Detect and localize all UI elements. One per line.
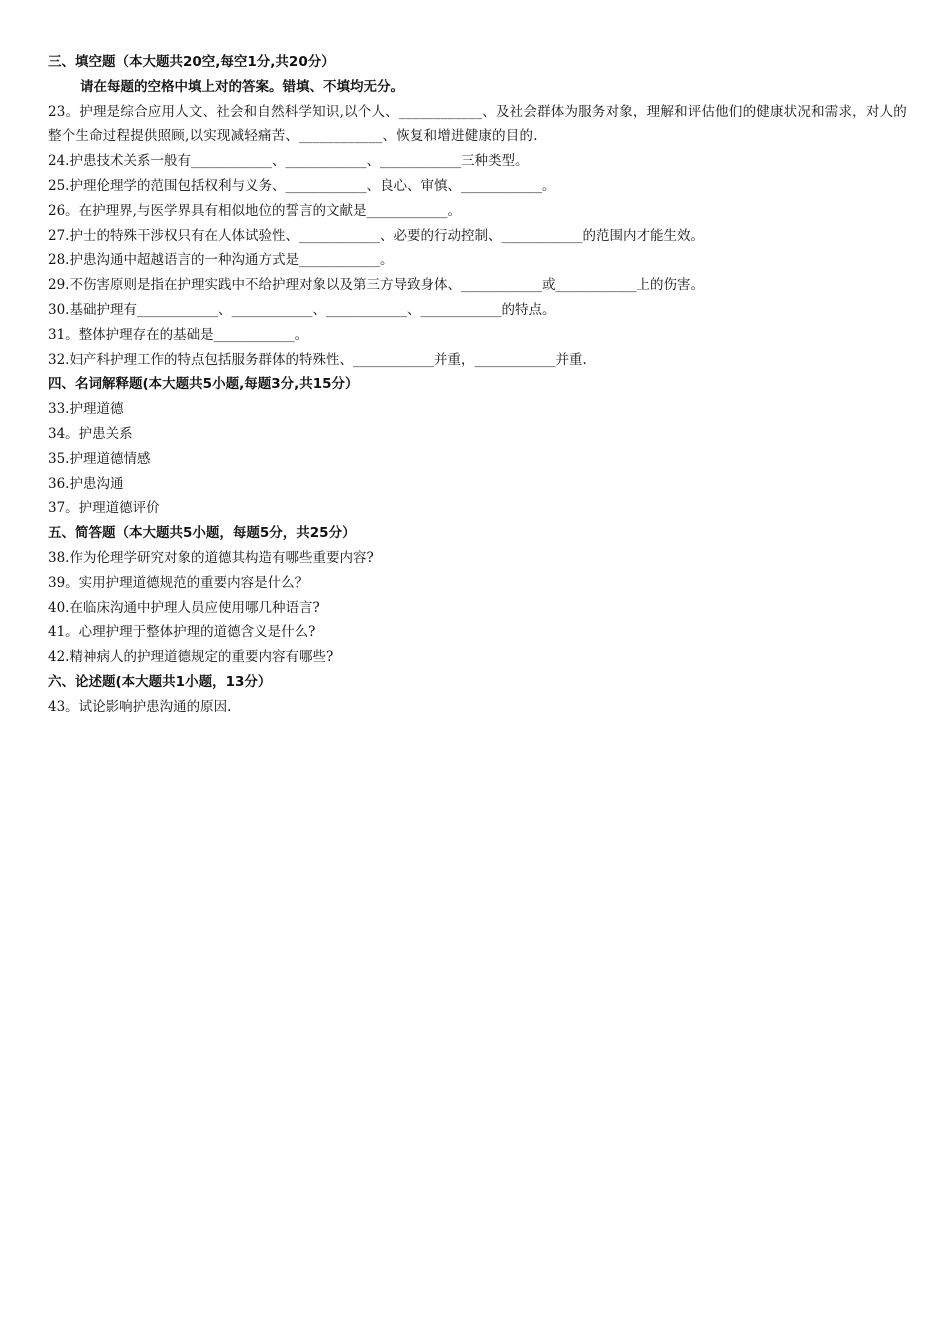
- question-34: 34。护患关系: [48, 425, 133, 442]
- question-35: 35.护理道德情感: [48, 450, 151, 467]
- question-43: 43。试论影响护患沟通的原因.: [48, 698, 232, 715]
- question-36: 36.护患沟通: [48, 475, 124, 492]
- section-heading-essay: 六、论述题(本大题共1小题，13分）: [48, 673, 272, 690]
- question-23: 23。护理是综合应用人文、社会和自然科学知识,以个人、____________、及社会群体为服务对象，理解和评估他们的健康状况和需求，对人的整个生命过程提供照顾,以实现减轻痛苦、____________、恢复和增进健康的目的.: [48, 103, 907, 145]
- question-39: 39。实用护理道德规范的重要内容是什么？: [48, 574, 309, 591]
- question-33: 33.护理道德: [48, 401, 124, 418]
- question-40: 40.在临床沟通中护理人员应使用哪几种语言?: [48, 599, 320, 616]
- question-30: 30.基础护理有____________、____________、____________、____________的特点。: [48, 301, 556, 318]
- question-37: 37。护理道德评价: [48, 500, 160, 517]
- section-instruction: 请在每题的空格中填上对的答案。错填、不填均无分。: [80, 78, 404, 95]
- question-31: 31。整体护理存在的基础是____________。: [48, 326, 309, 343]
- section-heading-fill-blank: 三、填空题（本大题共20空,每空1分,共20分）: [48, 54, 335, 70]
- question-29: 29.不伤害原则是指在护理实践中不给护理对象以及第三方导致身体、____________或____________上的伤害。: [48, 277, 704, 294]
- question-27: 27.护士的特殊干涉权只有在人体试验性、____________、必要的行动控制、____________的范围内才能生效。: [48, 227, 704, 244]
- question-42: 42.精神病人的护理道德规定的重要内容有哪些?: [48, 649, 334, 666]
- question-38: 38.作为伦理学研究对象的道德其构造有哪些重要内容?: [48, 549, 374, 566]
- question-28: 28.护患沟通中超越语言的一种沟通方式是____________。: [48, 252, 394, 269]
- question-24: 24.护患技术关系一般有____________、____________、____________三种类型。: [48, 153, 529, 170]
- question-41: 41。心理护理于整体护理的道德含义是什么?: [48, 624, 316, 641]
- section-heading-short-answer: 五、简答题（本大题共5小题，每题5分，共25分）: [48, 525, 356, 542]
- exam-page: [48, 50, 910, 720]
- question-25: 25.护理伦理学的范围包括权利与义务、____________、良心、审慎、____________。: [48, 177, 556, 194]
- section-heading-terms: 四、名词解释题(本大题共5小题,每题3分,共15分）: [48, 376, 359, 393]
- question-32: 32.妇产科护理工作的特点包括服务群体的特殊性、____________并重，____________并重.: [48, 351, 587, 368]
- question-26: 26。在护理界,与医学界具有相似地位的誓言的文献是____________。: [48, 202, 461, 219]
